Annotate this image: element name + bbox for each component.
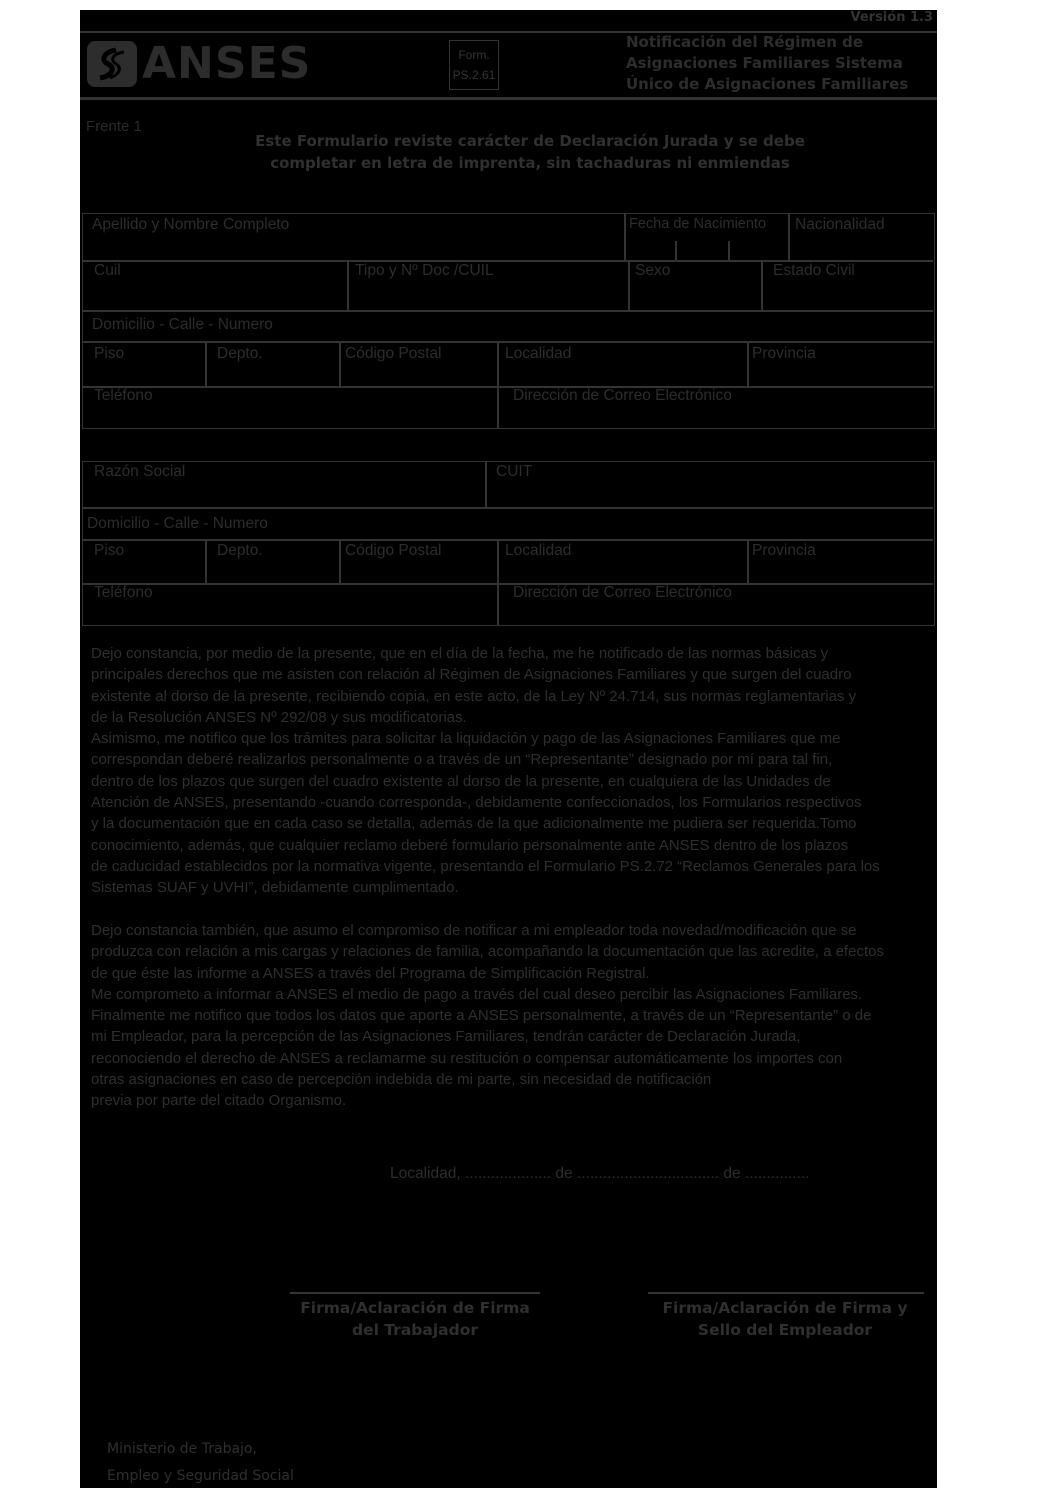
worker-signature-caption — [275, 1297, 555, 1341]
paragraph-line: reconociendo el derecho de ANSES a reclamarme su restitución o compensar automáticamente los importes con — [91, 1049, 843, 1067]
form-label: Form. — [458, 48, 490, 62]
employer-depto-field[interactable]: Depto. — [217, 542, 263, 559]
paragraph-line: Finalmente me notifico que todos los datos que aporte a ANSES personalmente, a través de un “Representante” o de — [91, 1007, 872, 1025]
row-divider — [83, 341, 933, 343]
employer-data-table — [82, 461, 935, 626]
frente-label: Frente 1 — [86, 118, 142, 135]
paragraph-line: previa por parte del citado Organismo. — [91, 1092, 347, 1110]
col-divider — [788, 214, 790, 260]
fecha-nacimiento-field[interactable]: Fecha de Nacimiento — [629, 216, 767, 232]
cuil-field[interactable]: Cuil — [94, 262, 121, 279]
domicilio-field[interactable]: Domicilio - Calle - Numero — [92, 316, 273, 333]
employer-provincia-field[interactable]: Provincia — [752, 542, 816, 559]
signature-caption-line: Firma/Aclaración de Firma — [300, 1299, 530, 1317]
row-divider — [83, 310, 933, 312]
declaration-line: completar en letra de imprenta, sin tachaduras ni enmiendas — [270, 154, 790, 172]
paragraph-line: produzca con relación a mis cargas y relaciones de familia, acompañando la documentación que las acredite, a efectos — [91, 943, 884, 961]
form-title-line: Notificación del Régimen de — [626, 33, 864, 51]
notification-paragraph-1 — [91, 643, 933, 899]
date-tick — [728, 241, 730, 260]
col-divider — [205, 341, 207, 386]
row-divider — [83, 386, 933, 388]
nacionalidad-field[interactable]: Nacionalidad — [795, 216, 885, 233]
notification-paragraph-2 — [91, 920, 933, 1112]
declaration-notice — [200, 130, 860, 174]
form-code: PS.2.61 — [452, 68, 496, 82]
cuit-field[interactable]: CUIT — [496, 463, 533, 480]
codigo-postal-field[interactable]: Código Postal — [345, 345, 442, 362]
row-divider — [83, 507, 933, 509]
telefono-field[interactable]: Teléfono — [94, 387, 153, 404]
col-divider — [747, 341, 749, 386]
paragraph-line: de la Resolución ANSES Nº 292/08 y sus modificatorias. — [91, 708, 467, 726]
email-field[interactable]: Dirección de Correo Electrónico — [513, 387, 732, 404]
employer-localidad-field[interactable]: Localidad — [505, 542, 572, 559]
col-divider — [205, 539, 207, 583]
col-divider — [624, 214, 626, 260]
declaration-line: Este Formulario reviste carácter de Declaración Jurada y se debe — [255, 132, 805, 150]
employer-codigo-postal-field[interactable]: Código Postal — [345, 542, 442, 559]
paragraph-line: correspondan deberé realizarlos personalmente o a través de un “Representante” designado por mí para tal fin, — [91, 751, 833, 769]
paragraph-line: principales derechos que me asisten con relación al Régimen de Asignaciones Familiares y que surgen del cuadro — [91, 666, 852, 684]
col-divider — [347, 260, 349, 310]
provincia-field[interactable]: Provincia — [752, 345, 816, 362]
employer-piso-field[interactable]: Piso — [94, 542, 125, 559]
col-divider — [497, 386, 499, 428]
col-divider — [339, 539, 341, 583]
tipo-doc-field[interactable]: Tipo y Nº Doc /CUIL — [355, 262, 494, 279]
paragraph-line: otras asignaciones en caso de percepción indebida de mi parte, sin necesidad de notificación — [91, 1071, 712, 1089]
col-divider — [339, 341, 341, 386]
col-divider — [497, 341, 499, 386]
paragraph-line: Sistemas SUAF y UVHI”, debidamente cumplimentado. — [91, 879, 459, 897]
employer-signature-line[interactable] — [648, 1292, 924, 1294]
form-title-line: Único de Asignaciones Familiares — [626, 75, 909, 93]
row-divider — [83, 539, 933, 541]
paragraph-line: conocimiento, además, que cualquier reclamo deberé formulario personalmente ante ANSES dentro de los plazos — [91, 836, 849, 854]
depto-field[interactable]: Depto. — [217, 345, 263, 362]
nombre-field[interactable]: Apellido y Nombre Completo — [92, 216, 290, 233]
anses-logo-text: ANSES — [142, 38, 312, 89]
paragraph-line: Atención de ANSES, presentando -cuando corresponda-, debidamente confeccionados, los Formularios respectivos — [91, 794, 862, 812]
ministry-footer — [107, 1436, 294, 1490]
sexo-field[interactable]: Sexo — [635, 262, 671, 279]
ministry-line: Ministerio de Trabajo, — [107, 1441, 257, 1457]
employer-email-field[interactable]: Dirección de Correo Electrónico — [513, 584, 732, 601]
piso-field[interactable]: Piso — [94, 345, 125, 362]
paragraph-line: existente al dorso de la presente, recibiendo copia, en este acto, de la Ley Nº 24.714, sus normas reglamentarias y — [91, 687, 857, 705]
signature-caption-line: del Trabajador — [351, 1321, 478, 1339]
version-label: Versión 1.3 — [850, 10, 933, 25]
paragraph-line: de caducidad establecidos por la normativa vigente, presentando el Formulario PS.2.72 “Reclamos Generales para los — [91, 857, 880, 875]
signature-caption-line: Sello del Empleador — [697, 1321, 873, 1339]
paragraph-line: y la documentación que en cada caso se detalla, además de la que adicionalmente me pudiera ser requerida.Tomo — [91, 815, 857, 833]
paragraph-line: de que éste las informe a ANSES a través del Programa de Simplificación Registral. — [91, 964, 650, 982]
worker-signature-line[interactable] — [290, 1292, 540, 1294]
form-code-box — [449, 40, 499, 90]
paragraph-line: Dejo constancia, por medio de la presente, que en el día de la fecha, me he notificado de las normas básicas y — [91, 645, 829, 662]
paragraph-line: dentro de los plazos que surgen del cuadro existente al dorso de la presente, en cualquiera de las Unidades de — [91, 772, 831, 790]
employer-signature-caption — [635, 1297, 935, 1341]
ministry-line: Empleo y Seguridad Social — [107, 1468, 294, 1484]
col-divider — [485, 462, 487, 507]
paragraph-line: Asimismo, me notifico que los trámites para solicitar la liquidación y pago de las Asignaciones Familiares que me — [91, 730, 841, 748]
form-page — [80, 10, 937, 1488]
date-tick — [675, 241, 677, 260]
paragraph-line: mi Empleador, para la percepción de las Asignaciones Familiares, tendrán carácter de Declaración Jurada, — [91, 1028, 801, 1046]
anses-logo-icon — [86, 40, 138, 88]
paragraph-line: Me comprometo a informar a ANSES el medio de pago a través del cual deseo percibir las Asignaciones Familiares. — [91, 985, 863, 1003]
paragraph-line: Dejo constancia también, que asumo el compromiso de notificar a mi empleador toda novedad/modificación que se — [91, 922, 857, 939]
place-date-line[interactable]: Localidad, .................... de ................................. de ............... — [390, 1165, 810, 1182]
razon-social-field[interactable]: Razón Social — [94, 463, 186, 480]
worker-data-table — [82, 213, 935, 429]
col-divider — [497, 539, 499, 583]
col-divider — [761, 260, 763, 310]
header-bottom-rule — [80, 97, 937, 100]
form-title — [626, 32, 931, 95]
form-title-line: Asignaciones Familiares Sistema — [626, 54, 903, 72]
col-divider — [628, 260, 630, 310]
col-divider — [747, 539, 749, 583]
localidad-field[interactable]: Localidad — [505, 345, 572, 362]
employer-domicilio-field[interactable]: Domicilio - Calle - Numero — [87, 515, 268, 532]
estado-civil-field[interactable]: Estado Civil — [773, 262, 855, 279]
row-divider — [83, 583, 933, 585]
col-divider — [497, 583, 499, 625]
signature-caption-line: Firma/Aclaración de Firma y — [662, 1299, 908, 1317]
employer-telefono-field[interactable]: Teléfono — [94, 584, 153, 601]
